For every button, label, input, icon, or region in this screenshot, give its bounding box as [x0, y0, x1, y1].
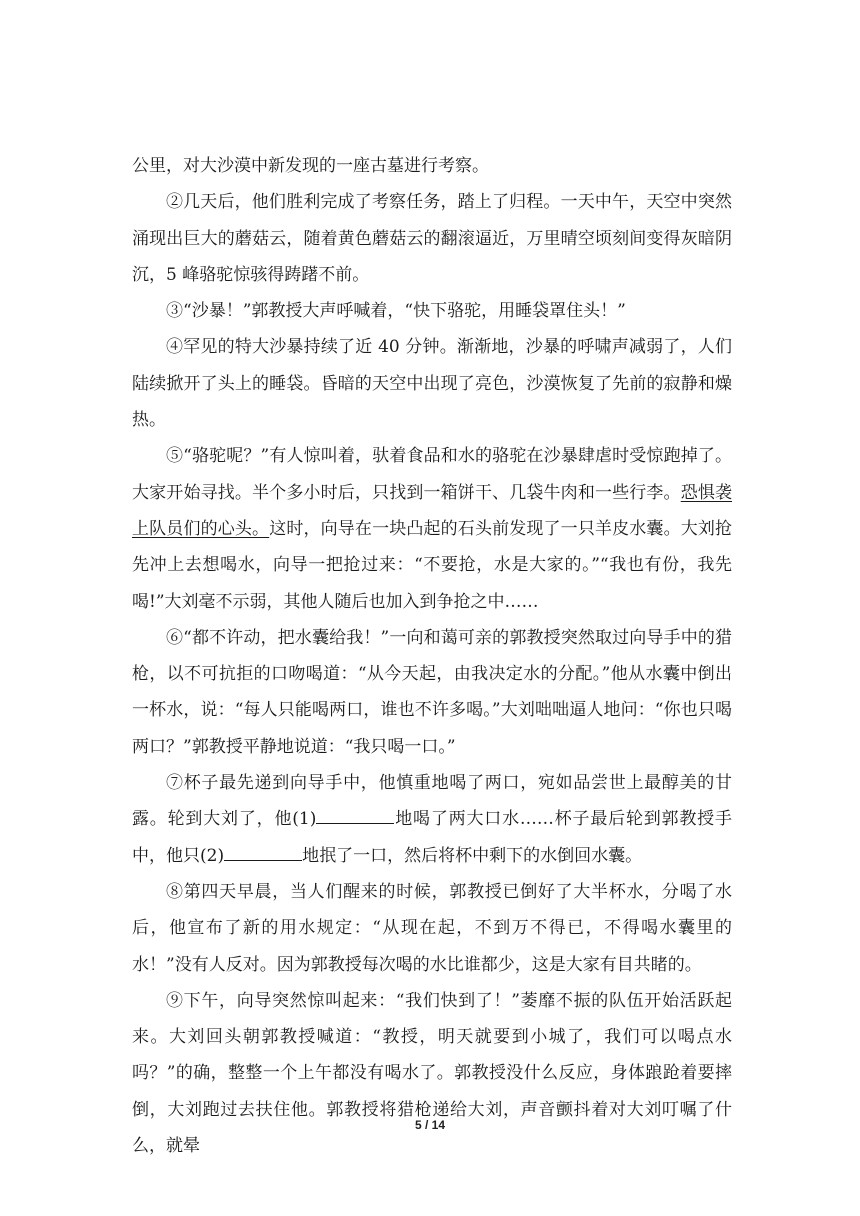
paragraph-7-part-1: ⑦杯子最先递到向导手中，他慎重地喝了两口，宛如品尝世上最醇美的甘露。轮到大刘了，他(1) — [132, 773, 732, 830]
paragraph-9: ⑨下午，向导突然惊叫起来：“我们快到了！”萎靡不振的队伍开始活跃起来。大刘回头朝郭教授喊道：“教授，明天就要到小城了，我们可以喝点水吗？”的确，整整一个上午都没有喝水了。郭教授没什么反应，身体踉跄着要摔倒，大刘跑过去扶住他。郭教授将猎枪递给大刘，声音颤抖着对大刘叮嘱了什么，就晕 — [132, 990, 732, 1157]
article-body — [132, 148, 732, 1164]
paragraph-6: ⑥“都不许动，把水囊给我！”一向和蔼可亲的郭教授突然取过向导手中的猎枪，以不可抗拒的口吻喝道：“从今天起，由我决定水的分配。”他从水囊中倒出一杯水，说：“每人只能喝两口，谁也不许多喝。”大刘咄咄逼人地问：“你也只喝两口？”郭教授平静地说道：“我只喝一口。” — [132, 627, 732, 757]
paragraph-continuation: 公里，对大沙漠中新发现的一座古墓进行考察。 — [132, 156, 489, 176]
paragraph-7-part-3: 地抿了一口，然后将杯中剩下的水倒回水囊。 — [302, 845, 643, 866]
paragraph-3: ③“沙暴！”郭教授大声呼喊着，“快下骆驼，用睡袋罩住头！” — [166, 301, 626, 322]
paragraph-7 — [132, 765, 732, 874]
underlined-sentence: 恐惧袭上队员们的心头。 — [132, 482, 733, 539]
paragraph-5 — [132, 438, 732, 619]
answer-blank-2[interactable] — [224, 843, 302, 861]
paragraph-7-part-2: 地喝了两大口水……杯子最后轮到郭教授手中，他只(2) — [132, 809, 732, 866]
paragraph-2: ②几天后，他们胜利完成了考察任务，踏上了归程。一天中午，天空中突然涌现出巨大的蘑菇云，随着黄色蘑菇云的翻滚逼近，万里晴空顷刻间变得灰暗阴沉，5 峰骆驼惊骇得踌躇不前。 — [132, 192, 732, 285]
paragraph-4: ④罕见的特大沙暴持续了近 40 分钟。渐渐地，沙暴的呼啸声减弱了，人们陆续掀开了头上的睡袋。昏暗的天空中出现了亮色，沙漠恢复了先前的寂静和燥热。 — [132, 337, 732, 431]
paragraph-5-text-before: ⑤“骆驼呢？”有人惊叫着，驮着食品和水的骆驼在沙暴肆虐时受惊跑掉了。大家开始寻找。半个多小时后，只找到一箱饼干、几袋牛肉和一些行李。 — [132, 446, 732, 503]
paragraph-5-text-after: 这时，向导在一块凸起的石头前发现了一只羊皮水囊。大刘抢先冲上去想喝水，向导一把抢过来：“不要抢，水是大家的。”“我也有份，我先喝!”大刘毫不示弱，其他人随后也加入到争抢之中…… — [132, 518, 733, 612]
page-number: 5 / 14 — [414, 1118, 446, 1132]
paragraph-8: ⑧第四天早晨，当人们醒来的时候，郭教授已倒好了大半杯水，分喝了水后，他宣布了新的用水规定：“从现在起，不到万不得已，不得喝水囊里的水！”没有人反对。因为郭教授每次喝的水比谁都少，这是大家有目共睹的。 — [132, 881, 732, 975]
answer-blank-1[interactable] — [316, 806, 394, 824]
